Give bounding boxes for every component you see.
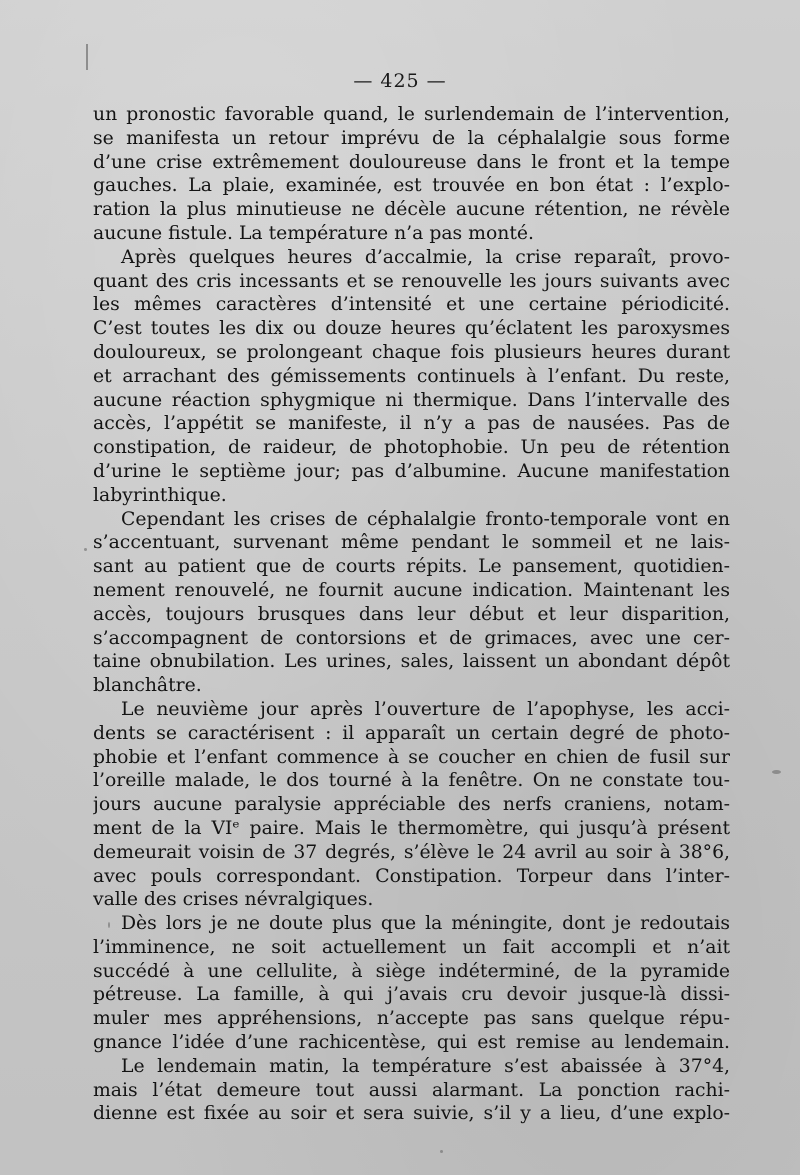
- text-line: constipation, de raideur, de photophobie. Un peu de rétention: [93, 437, 730, 459]
- text-line: nement renouvelé, ne fournit aucune indication. Maintenant les: [93, 579, 730, 601]
- text-line: taine obnubilation. Les urines, sales, laissent un abondant dépôt: [93, 651, 730, 673]
- text-line: avec pouls correspondant. Constipation. Torpeur dans l’inter-: [93, 865, 730, 887]
- text-line: accès, l’appétit se manifeste, il n’y a pas de nausées. Pas de: [93, 413, 730, 435]
- text-line: Le neuvième jour après l’ouverture de l’apophyse, les acci-: [121, 698, 730, 720]
- text-line: s’accompagnent de contorsions et de grimaces, avec une cer-: [93, 627, 730, 649]
- text-line: sant au patient que de courts répits. Le pansement, quotidien-: [93, 556, 730, 578]
- text-line: l’oreille malade, le dos tourné à la fenêtre. On ne constate tou-: [93, 770, 730, 792]
- text-line: se manifesta un retour imprévu de la céphalalgie sous forme: [93, 127, 730, 149]
- text-line: gnance l’idée d’une rachicentèse, qui est remise au lendemain.: [93, 1032, 730, 1054]
- text-line: phobie et l’enfant commence à se coucher en chien de fusil sur: [93, 746, 730, 768]
- text-line: ration la plus minutieuse ne décèle aucune rétention, ne révèle: [93, 199, 730, 221]
- text-line: dents se caractérisent : il apparaît un certain degré de photo-: [93, 722, 730, 744]
- speck: [440, 1150, 443, 1153]
- text-line: Après quelques heures d’accalmie, la crise reparaît, provo-: [121, 246, 730, 268]
- text-line: aucune réaction sphygmique ni thermique. Dans l’intervalle des: [93, 389, 730, 411]
- text-line: mais l’état demeure tout aussi alarmant. La ponction rachi-: [93, 1079, 730, 1101]
- text-line: d’une crise extrêmement douloureuse dans le front et la tempe: [93, 151, 730, 173]
- text-line: C’est toutes les dix ou douze heures qu’éclatent les paroxysmes: [93, 318, 730, 340]
- text-line: et arrachant des gémissements continuels à l’enfant. Du reste,: [93, 365, 730, 387]
- text-line: accès, toujours brusques dans leur début et leur disparition,: [93, 603, 730, 625]
- text-line: l’imminence, ne soit actuellement un fait accompli et n’ait: [93, 936, 730, 958]
- text-line: Cependant les crises de céphalalgie fronto-temporale vont en: [121, 508, 730, 530]
- text-line: ment de la VIᵉ paire. Mais le thermomètre, qui jusqu’à présent: [93, 817, 730, 839]
- text-line: pétreuse. La famille, à qui j’avais cru devoir jusque-là dissi-: [93, 984, 730, 1006]
- text-line: labyrinthique.: [93, 484, 227, 506]
- text-line: jours aucune paralysie appréciable des nerfs craniens, notam-: [93, 794, 730, 816]
- text-line: un pronostic favorable quand, le surlendemain de l’intervention,: [93, 104, 730, 125]
- text-line: gauches. La plaie, examinée, est trouvée en bon état : l’explo-: [93, 175, 730, 197]
- text-line: douloureux, se prolongeant chaque fois plusieurs heures durant: [93, 341, 730, 363]
- text-line: succédé à une cellulite, à siège indéterminé, de la pyramide: [93, 960, 730, 982]
- text-line: valle des crises névralgiques.: [93, 889, 374, 911]
- text-line: muler mes appréhensions, n’accepte pas sans quelque répu-: [93, 1008, 730, 1030]
- text-line: s’accentuant, survenant même pendant le sommeil et ne lais-: [93, 532, 730, 554]
- body-text: [93, 103, 730, 1126]
- page-number: — 425 —: [353, 70, 447, 92]
- text-line: Dès lors je ne doute plus que la méningite, dont je redoutais: [121, 913, 730, 935]
- text-line: dienne est fixée au soir et sera suivie, s’il y a lieu, d’une explo-: [93, 1103, 730, 1125]
- binding-mark: [86, 44, 88, 70]
- speck: [84, 548, 87, 551]
- text-line: quant des cris incessants et se renouvelle les jours suivants avec: [93, 270, 730, 292]
- text-line: demeurait voisin de 37 degrés, s’élève le 24 avril au soir à 38°6,: [93, 841, 730, 863]
- text-line: d’urine le septième jour; pas d’albumine. Aucune manifestation: [93, 460, 730, 482]
- speck: [772, 770, 781, 774]
- text-line: Le lendemain matin, la température s’est abaissée à 37°4,: [121, 1055, 730, 1077]
- text-line: les mêmes caractères d’intensité et une certaine périodicité.: [93, 294, 730, 316]
- text-line: blanchâtre.: [93, 675, 202, 697]
- text-line: aucune fistule. La température n’a pas monté.: [93, 222, 534, 244]
